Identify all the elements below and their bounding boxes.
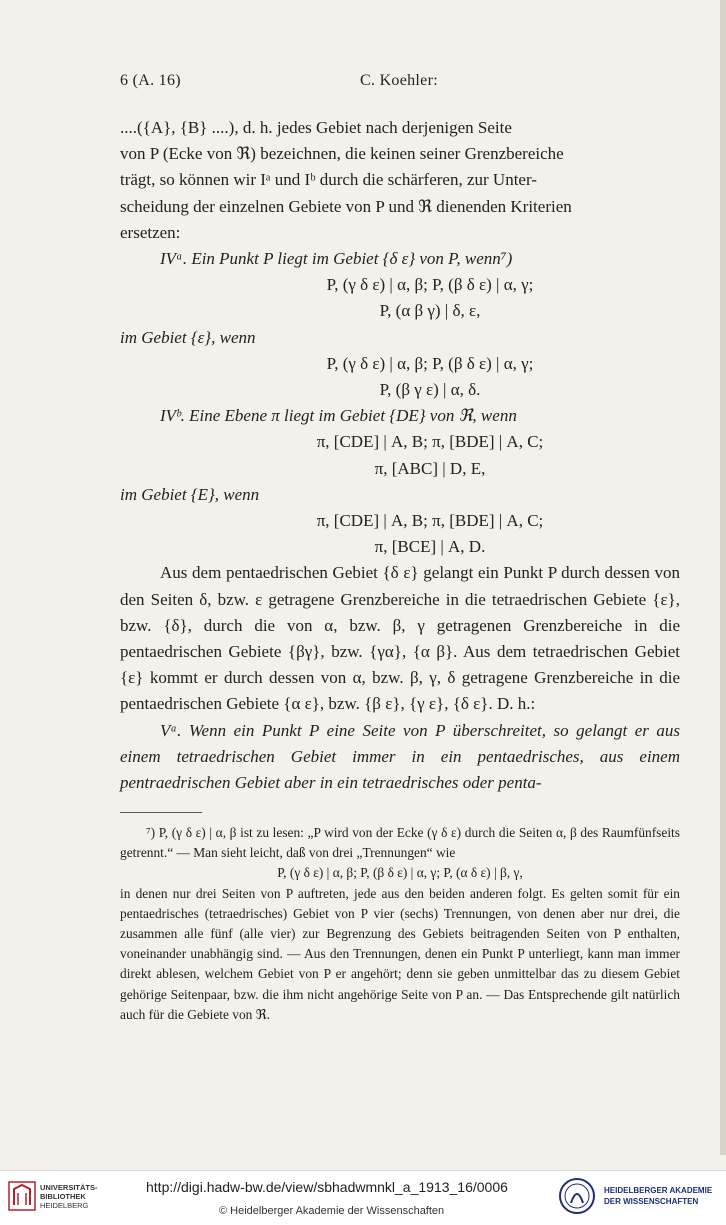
text-line: ....({A}, {B} ....), d. h. jedes Gebiet nach derjenigen Seite xyxy=(120,118,512,137)
digitization-footer xyxy=(0,1170,726,1225)
theorem-va: Vᵃ. Wenn ein Punkt P eine Seite von P überschreitet, so gelangt er aus einem tetraedrischen Gebiet immer in ein pentaedrisches, aus einem pentraedrischen Gebiet aber in ein tetraedrisches oder penta- xyxy=(120,720,680,793)
formula-line: π, [ABC] | D, E, xyxy=(374,458,486,478)
footnote xyxy=(120,823,680,1025)
criterion-iva: IVᵃ. Ein Punkt P liegt im Gebiet {δ ε} von P, wenn⁷) xyxy=(160,249,513,269)
text-line: ersetzen: xyxy=(120,222,181,242)
formula-line: P, (β γ ε) | α, δ. xyxy=(379,380,481,400)
footnote-text: ⁷) P, (γ δ ε) | α, β ist zu lesen: „P wird von der Ecke (γ δ ε) durch die Seiten α, β des Raumfünfseits getrennt.“ — Man sieht leicht, daß von drei „Trennungen“ wie xyxy=(120,825,680,861)
page-reference: 6 (A. 16) xyxy=(120,72,181,89)
formula-line: P, (γ δ ε) | α, β; P, (β δ ε) | α, γ; xyxy=(326,275,534,295)
footnote-rule xyxy=(120,812,202,813)
text-line: trägt, so können wir Iᵃ und Iᵇ durch die schärferen, zur Unter- xyxy=(120,170,537,190)
main-text xyxy=(120,115,680,796)
permalink-url[interactable]: http://digi.hadw-bw.de/view/sbhadwmnkl_a_1913_16/0006 xyxy=(146,1179,508,1195)
condition-line: im Gebiet {E}, wenn xyxy=(120,484,260,504)
footnote-formula: P, (γ δ ε) | α, β; P, (β δ ε) | α, γ; P, (α δ ε) | β, γ, xyxy=(277,865,523,881)
criterion-ivb: IVᵇ. Eine Ebene π liegt im Gebiet {DE} von ℜ, wenn xyxy=(160,406,517,426)
footnote-text: in denen nur drei Seiten von P auftreten, jede aus den beiden anderen folgt. Es gelten somit für ein pentaedrisches (tetraedrisches) Gebiet von P vier (sechs) Trennungen, von denen aber nur drei, die zusammen alle fünf (alle vier) zur Begrenzung des Gebiets beitragenden Seiten von P enthalten, voneinander unabhängig sind. — Aus den Trennungen, denen ein Punkt P unterliegt, kann man immer direkt ablesen, welchem Gebiet von P er angehört; denn sie geben unmittelbar das zu diesem Gebiet gehörige Seitenpaar, bzw. die ihm nicht angehörige Seite von P an. — Das Entsprechende gilt natürlich auch für die Gebiete von ℜ. xyxy=(120,885,680,1022)
author-name: C. Koehler: xyxy=(360,72,438,89)
formula-line: π, [BCE] | A, D. xyxy=(374,537,486,557)
academy-name: HEIDELBERGER AKADEMIE DER WISSENSCHAFTEN xyxy=(604,1186,713,1206)
formula-line: π, [CDE] | A, B; π, [BDE] | A, C; xyxy=(316,511,544,531)
condition-line: im Gebiet {ε}, wenn xyxy=(120,327,256,347)
formula-line: π, [CDE] | A, B; π, [BDE] | A, C; xyxy=(316,432,544,452)
academy-seal-icon xyxy=(558,1177,596,1215)
formula-line: P, (γ δ ε) | α, β; P, (β δ ε) | α, γ; xyxy=(326,353,534,373)
page-edge-shadow xyxy=(720,0,726,1155)
copyright-notice: © Heidelberger Akademie der Wissenschaften xyxy=(219,1205,445,1217)
library-name: UNIVERSITÄTS- BIBLIOTHEK HEIDELBERG xyxy=(40,1183,98,1210)
formula-line: P, (α β γ) | δ, ε, xyxy=(379,301,481,321)
university-library-logo-icon xyxy=(8,1181,36,1211)
text-line: von P (Ecke von ℜ) bezeichnen, die keinen seiner Grenzbereiche xyxy=(120,144,564,164)
paragraph: Aus dem pentaedrischen Gebiet {δ ε} gelangt ein Punkt P durch dessen von den Seiten δ, bzw. ε getragene Grenzbereiche in die tetraedrischen Gebiete {ε}, bzw. {δ}, durch die von α, bzw. β, γ getragenen Grenzbereiche in die pentaedrischen Gebiete {βγ}, bzw. {γα}, {α β}. Aus dem tetraedrischen Gebiet {ε} kommt er durch dessen von α, bzw. β, γ, δ getragene Grenzbereiche in die pentaedrischen Gebiete {α ε}, bzw. {β ε}, {γ ε}, {δ ε}. D. h.: xyxy=(120,563,680,714)
text-line: scheidung der einzelnen Gebiete von P und ℜ dienenden Kriterien xyxy=(120,196,572,216)
